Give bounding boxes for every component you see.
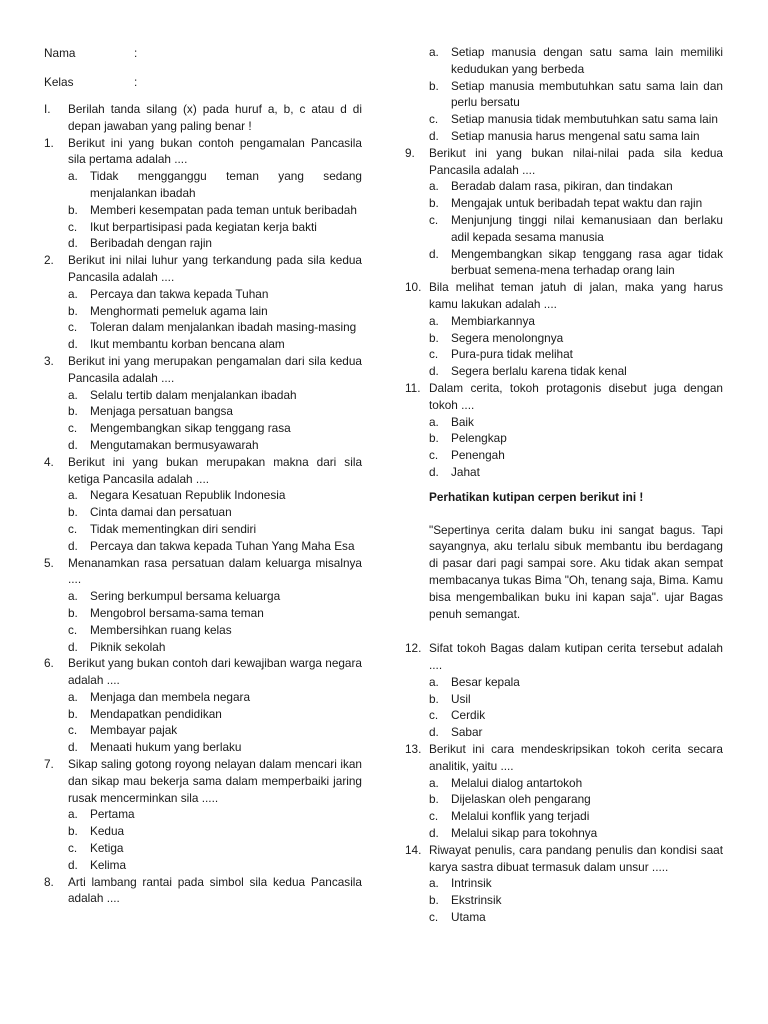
answer-option — [405, 195, 723, 212]
option-letter: d. — [68, 639, 78, 654]
question-text: Menanamkan rasa persatuan dalam keluarga misalnya .... — [68, 555, 362, 587]
question-text: Berikut yang bukan contoh dari kewajiban warga negara adalah .... — [68, 656, 362, 688]
question-number: 13. — [405, 742, 422, 757]
option-text: Toleran dalam menjalankan ibadah masing-masing — [90, 320, 357, 335]
question-11 — [405, 380, 723, 414]
question-13 — [405, 741, 723, 775]
answer-option — [405, 44, 723, 78]
option-text: Menghormati pemeluk agama lain — [90, 303, 268, 318]
questions-right-bottom — [405, 640, 723, 926]
option-text: Tidak mengganggu teman yang sedang menjalankan ibadah — [90, 169, 362, 200]
answer-option — [405, 825, 723, 842]
option-letter: b. — [68, 505, 78, 520]
answer-option — [405, 128, 723, 145]
option-text: Kedua — [90, 824, 125, 839]
option-text: Melalui sikap para tokohnya — [451, 826, 598, 841]
option-letter: d. — [429, 246, 439, 261]
option-text: Usil — [451, 691, 471, 706]
question-text: Berikut ini yang bukan merupakan makna dari sila ketiga Pancasila adalah .... — [68, 454, 362, 486]
question-number: 2. — [44, 253, 54, 268]
option-text: Memberi kesempatan pada teman untuk beribadah — [90, 202, 357, 217]
right-column — [405, 0, 723, 926]
answer-option — [44, 622, 362, 639]
question-number: 5. — [44, 555, 54, 570]
answer-option — [405, 430, 723, 447]
option-text: Piknik sekolah — [90, 639, 166, 654]
option-text: Ketiga — [90, 841, 124, 856]
option-letter: d. — [429, 128, 439, 143]
option-letter: c. — [429, 112, 439, 127]
option-letter: b. — [68, 202, 78, 217]
option-text: Mengobrol bersama-sama teman — [90, 605, 264, 620]
option-text: Percaya dan takwa kepada Tuhan — [90, 286, 269, 301]
option-letter: b. — [429, 196, 439, 211]
answer-option — [405, 246, 723, 280]
question-number: 6. — [44, 656, 54, 671]
option-letter: d. — [68, 857, 78, 872]
question-6 — [44, 655, 362, 689]
question-8 — [44, 874, 362, 908]
option-letter: a. — [68, 807, 78, 822]
question-number: 7. — [44, 757, 54, 772]
option-text: Beribadah dengan rajin — [90, 236, 212, 251]
answer-option — [44, 605, 362, 622]
option-text: Segera berlalu karena tidak kenal — [451, 364, 627, 379]
option-text: Melalui konflik yang terjadi — [451, 809, 590, 824]
option-letter: a. — [68, 169, 78, 184]
option-text: Selalu tertib dalam menjalankan ibadah — [90, 387, 297, 402]
answer-option — [44, 504, 362, 521]
question-1 — [44, 135, 362, 169]
questions-right-top — [405, 145, 723, 481]
question-10 — [405, 279, 723, 313]
section-number: I. — [44, 102, 51, 116]
option-text: Melalui dialog antartokoh — [451, 775, 583, 790]
option-letter: c. — [68, 622, 78, 637]
option-letter: c. — [68, 219, 78, 234]
option-text: Setiap manusia dengan satu sama lain memiliki kedudukan yang berbeda — [451, 45, 723, 76]
instruction-text: Berilah tanda silang (x) pada huruf a, b, c atau d di depan jawaban yang paling benar ! — [68, 102, 362, 133]
answer-option — [405, 707, 723, 724]
option-text: Cinta damai dan persatuan — [90, 505, 232, 520]
section-instruction — [44, 101, 362, 135]
excerpt-heading: Perhatikan kutipan cerpen berikut ini ! — [429, 489, 644, 504]
option-text: Pertama — [90, 807, 135, 822]
option-text: Menaati hukum yang berlaku — [90, 740, 242, 755]
option-letter: d. — [68, 437, 78, 452]
answer-option — [405, 791, 723, 808]
answer-option — [44, 168, 362, 202]
answer-option — [405, 212, 723, 246]
option-letter: d. — [429, 826, 439, 841]
option-letter: a. — [429, 414, 439, 429]
option-letter: b. — [429, 330, 439, 345]
question-12 — [405, 640, 723, 674]
option-letter: c. — [429, 910, 439, 925]
option-letter: c. — [68, 521, 78, 536]
option-letter: a. — [429, 179, 439, 194]
option-text: Mengembangkan sikap tenggang rasa agar tidak berbuat semena-mena terhadap orang lain — [451, 246, 723, 278]
answer-option — [405, 178, 723, 195]
question-8-options-continued — [405, 44, 723, 145]
option-text: Beradab dalam rasa, pikiran, dan tindakan — [451, 179, 673, 194]
option-letter: b. — [429, 431, 439, 446]
question-text: Sifat tokoh Bagas dalam kutipan cerita tersebut adalah .... — [429, 641, 723, 673]
option-text: Pura-pura tidak melihat — [451, 347, 573, 362]
name-colon: : — [134, 46, 138, 60]
option-letter: d. — [68, 337, 78, 352]
option-letter: d. — [429, 725, 439, 740]
answer-option — [44, 639, 362, 656]
option-letter: b. — [68, 303, 78, 318]
class-label: Kelas — [44, 75, 74, 89]
question-text: Berikut ini yang merupakan pengamalan dari sila kedua Pancasila adalah .... — [68, 353, 362, 385]
answer-option — [405, 346, 723, 363]
option-text: Penengah — [451, 448, 505, 463]
question-text: Arti lambang rantai pada simbol sila kedua Pancasila adalah .... — [68, 874, 362, 906]
answer-option — [44, 538, 362, 555]
option-text: Menjaga persatuan bangsa — [90, 404, 233, 419]
option-letter: c. — [429, 212, 439, 227]
option-letter: b. — [429, 792, 439, 807]
answer-option — [405, 909, 723, 926]
option-text: Cerdik — [451, 708, 486, 723]
option-letter: b. — [429, 691, 439, 706]
answer-option — [405, 674, 723, 691]
option-letter: a. — [68, 387, 78, 402]
question-7 — [44, 756, 362, 806]
question-text: Dalam cerita, tokoh protagonis disebut juga dengan tokoh .... — [429, 380, 723, 412]
answer-option — [44, 588, 362, 605]
answer-option — [44, 521, 362, 538]
option-letter: c. — [68, 841, 78, 856]
answer-option — [44, 202, 362, 219]
question-number: 12. — [405, 641, 422, 656]
answer-option — [44, 286, 362, 303]
option-text: Utama — [451, 910, 486, 925]
option-text: Setiap manusia membutuhkan satu sama lain dan perlu bersatu — [451, 78, 723, 110]
answer-option — [44, 403, 362, 420]
question-4 — [44, 454, 362, 488]
option-letter: a. — [429, 775, 439, 790]
question-number: 10. — [405, 280, 422, 295]
option-text: Mendapatkan pendidikan — [90, 706, 222, 721]
option-letter: b. — [429, 78, 439, 93]
question-text: Berikut ini yang bukan contoh pengamalan Pancasila sila pertama adalah .... — [68, 135, 362, 167]
question-3 — [44, 353, 362, 387]
question-number: 1. — [44, 135, 54, 150]
option-text: Sabar — [451, 725, 483, 740]
excerpt-text: "Sepertinya cerita dalam buku ini sangat bagus. Tapi sayangnya, aku terlalu sibuk membantu ibu berdagang di pasar dari pagi sampai sore. Aku tidak akan sempat membacanya tukas Bima "Oh, tenang saja, Bima. Kamu bisa mengembalikan buku ini kapan saja". ujar Bagas penuh semangat. — [429, 522, 724, 621]
question-text: Bila melihat teman jatuh di jalan, maka yang harus kamu lakukan adalah .... — [429, 280, 723, 311]
answer-option — [405, 875, 723, 892]
answer-option — [44, 806, 362, 823]
question-number: 14. — [405, 842, 422, 857]
option-text: Membersihkan ruang kelas — [90, 622, 232, 637]
answer-option — [405, 330, 723, 347]
option-letter: a. — [68, 689, 78, 704]
option-text: Kelima — [90, 857, 127, 872]
answer-option — [405, 78, 723, 112]
option-text: Jahat — [451, 464, 480, 479]
question-text: Berikut ini yang bukan nilai-nilai pada sila kedua Pancasila adalah .... — [429, 145, 723, 177]
question-14 — [405, 842, 723, 876]
option-letter: b. — [68, 706, 78, 721]
answer-option — [44, 739, 362, 756]
answer-option — [44, 219, 362, 236]
option-letter: a. — [68, 589, 78, 604]
option-text: Segera menolongnya — [451, 330, 564, 345]
option-letter: a. — [429, 674, 439, 689]
question-number: 3. — [44, 353, 54, 368]
option-text: Menjaga dan membela negara — [90, 689, 251, 704]
option-letter: c. — [68, 723, 78, 738]
questions-left — [44, 135, 362, 908]
option-letter: d. — [429, 464, 439, 479]
option-text: Ikut berpartisipasi pada kegiatan kerja bakti — [90, 219, 317, 234]
answer-option — [44, 319, 362, 336]
answer-option — [44, 303, 362, 320]
question-5 — [44, 555, 362, 589]
answer-option — [405, 892, 723, 909]
answer-option — [44, 420, 362, 437]
option-text: Menjunjung tinggi nilai kemanusiaan dan berlaku adil kepada sesama manusia — [451, 212, 723, 244]
option-letter: a. — [429, 876, 439, 891]
option-letter: a. — [68, 488, 78, 503]
option-text: Mengembangkan sikap tenggang rasa — [90, 421, 291, 436]
option-letter: c. — [68, 320, 78, 335]
question-text: Berikut ini cara mendeskripsikan tokoh cerita secara analitik, yaitu .... — [429, 742, 723, 773]
option-text: Negara Kesatuan Republik Indonesia — [90, 488, 286, 503]
option-text: Membayar pajak — [90, 723, 178, 738]
option-text: Baik — [451, 414, 474, 429]
left-column — [44, 0, 362, 907]
option-text: Dijelaskan oleh pengarang — [451, 792, 591, 807]
name-label: Nama — [44, 46, 76, 60]
option-text: Ekstrinsik — [451, 893, 502, 908]
answer-option — [44, 437, 362, 454]
question-9 — [405, 145, 723, 179]
option-text: Ikut membantu korban bencana alam — [90, 337, 285, 352]
option-letter: c. — [429, 708, 439, 723]
option-text: Intrinsik — [451, 876, 492, 891]
option-text: Pelengkap — [451, 431, 507, 446]
answer-option — [44, 235, 362, 252]
answer-option — [44, 487, 362, 504]
answer-option — [44, 823, 362, 840]
question-number: 8. — [44, 874, 54, 889]
answer-option — [405, 447, 723, 464]
option-letter: b. — [429, 893, 439, 908]
option-text: Setiap manusia tidak membutuhkan satu sama lain — [451, 112, 718, 127]
option-letter: d. — [68, 538, 78, 553]
class-colon: : — [134, 75, 138, 89]
answer-option — [405, 775, 723, 792]
option-letter: b. — [68, 824, 78, 839]
answer-option — [405, 724, 723, 741]
answer-option — [405, 808, 723, 825]
option-letter: a. — [68, 286, 78, 301]
option-letter: c. — [429, 809, 439, 824]
answer-option — [44, 722, 362, 739]
question-text: Sikap saling gotong royong nelayan dalam mencari ikan dan sikap mau bekerja sama dalam memperbaiki jaring rusak mencerminkan sila ..... — [68, 757, 362, 805]
answer-option — [405, 464, 723, 481]
option-text: Besar kepala — [451, 674, 520, 689]
answer-option — [405, 313, 723, 330]
option-letter: c. — [68, 421, 78, 436]
option-letter: d. — [68, 236, 78, 251]
answer-option — [44, 689, 362, 706]
option-letter: b. — [68, 404, 78, 419]
option-letter: b. — [68, 605, 78, 620]
question-number: 4. — [44, 454, 54, 469]
answer-option — [44, 840, 362, 857]
answer-option — [44, 336, 362, 353]
option-letter: c. — [429, 347, 439, 362]
option-letter: d. — [68, 740, 78, 755]
option-text: Mengutamakan bermusyawarah — [90, 437, 259, 452]
question-number: 9. — [405, 145, 415, 160]
option-text: Sering berkumpul bersama keluarga — [90, 589, 281, 604]
option-text: Setiap manusia harus mengenal satu sama lain — [451, 128, 700, 143]
name-field — [44, 44, 362, 62]
question-text: Berikut ini nilai luhur yang terkandung pada sila kedua Pancasila adalah .... — [68, 253, 362, 284]
option-text: Percaya dan takwa kepada Tuhan Yang Maha Esa — [90, 538, 355, 553]
answer-option — [405, 414, 723, 431]
answer-option — [44, 857, 362, 874]
option-text: Membiarkannya — [451, 313, 535, 328]
option-text: Tidak mementingkan diri sendiri — [90, 521, 257, 536]
option-letter: a. — [429, 45, 439, 59]
answer-option — [44, 706, 362, 723]
option-letter: a. — [429, 313, 439, 328]
question-number: 11. — [405, 380, 421, 395]
option-letter: c. — [429, 448, 439, 463]
class-field — [44, 73, 362, 91]
question-2 — [44, 252, 362, 286]
question-text: Riwayat penulis, cara pandang penulis dan kondisi saat karya sastra dibuat termasuk dalam unsur ..... — [429, 842, 723, 874]
option-letter: d. — [429, 364, 439, 379]
answer-option — [405, 691, 723, 708]
option-text: Mengajak untuk beribadah tepat waktu dan rajin — [451, 196, 703, 211]
answer-option — [405, 111, 723, 128]
answer-option — [44, 387, 362, 404]
answer-option — [405, 363, 723, 380]
